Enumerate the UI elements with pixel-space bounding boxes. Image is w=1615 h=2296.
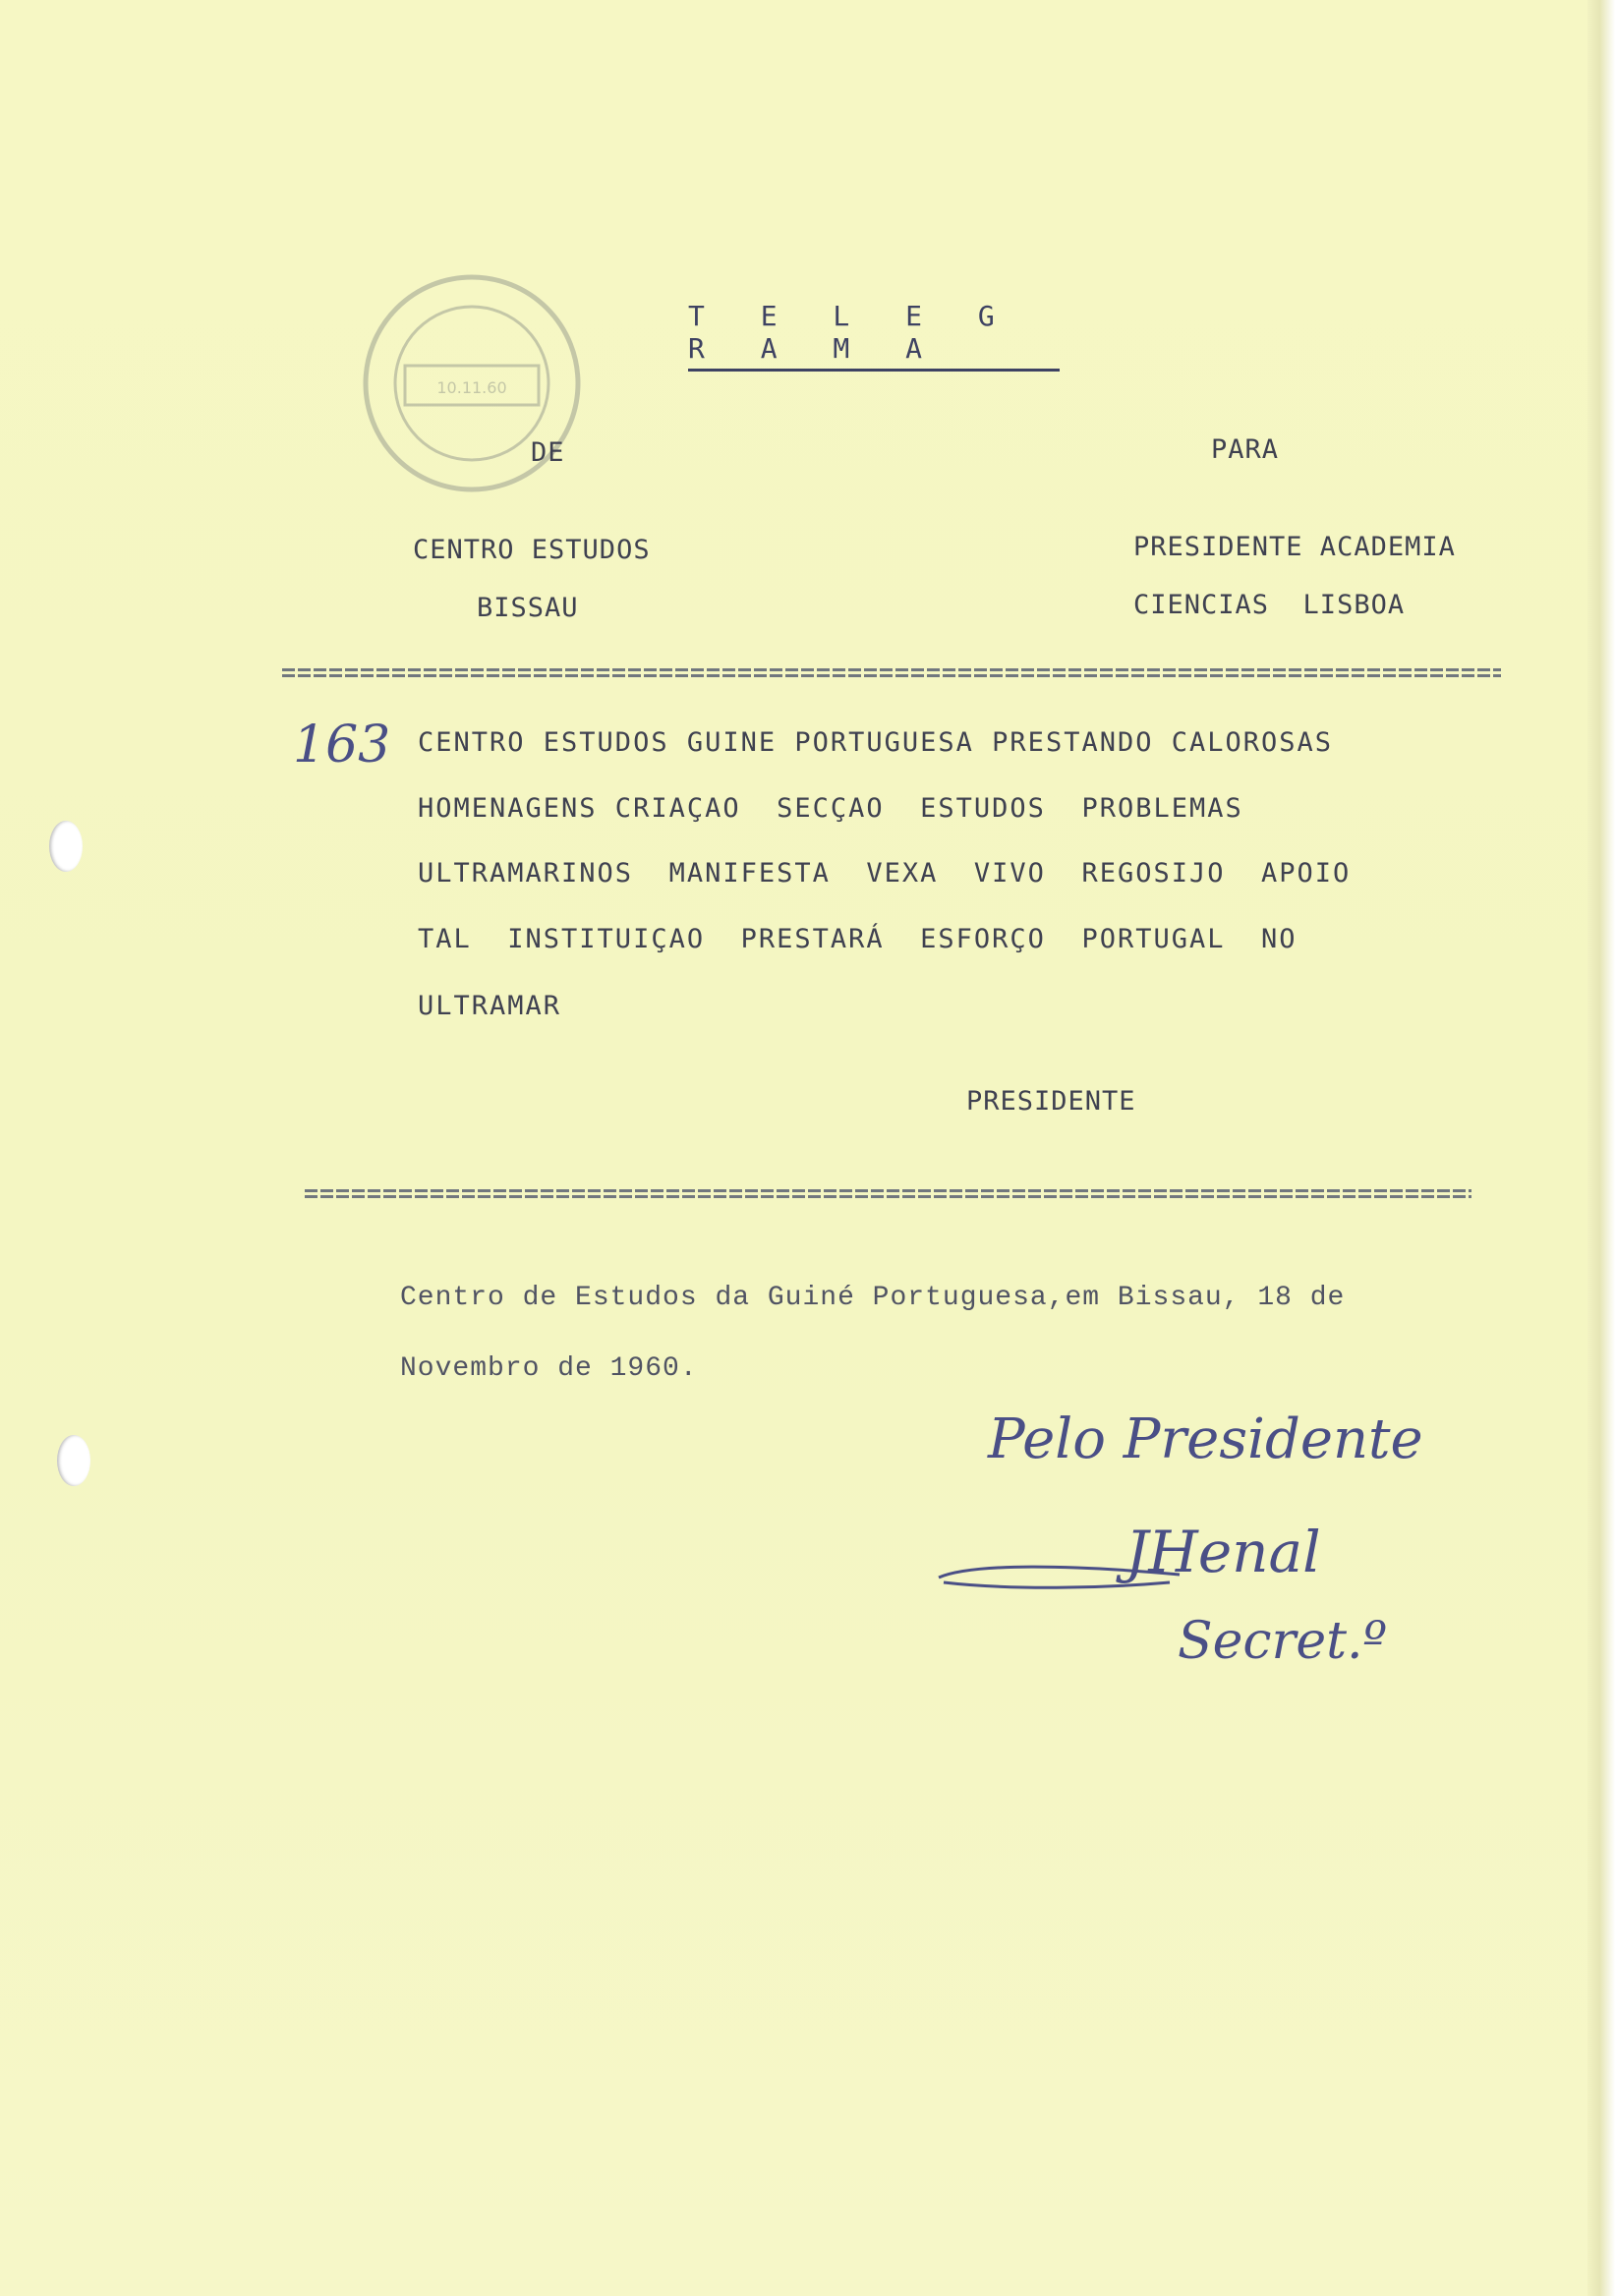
page-edge <box>1587 0 1615 2296</box>
footer-line-2: Novembro de 1960. <box>400 1353 698 1384</box>
message-line-3: ULTRAMARINOS MANIFESTA VEXA VIVO REGOSIJO APOIO <box>418 858 1352 889</box>
signature: JHenal <box>1125 1519 1321 1585</box>
recipient-line-2: CIENCIAS LISBOA <box>1133 590 1406 620</box>
sender-line-2: BISSAU <box>477 593 579 623</box>
footer-line-1: Centro de Estudos da Guiné Portuguesa,em Bissau, 18 de <box>400 1283 1346 1313</box>
signature-flourish <box>934 1553 1189 1602</box>
sender-line-1: CENTRO ESTUDOS <box>413 535 651 565</box>
telegram-title: T E L E G R A M A <box>688 300 1060 372</box>
svg-text:10.11.60: 10.11.60 <box>436 378 507 397</box>
message-line-1: CENTRO ESTUDOS GUINE PORTUGUESA PRESTANDO CALOROSAS <box>418 727 1334 758</box>
punch-hole-bottom <box>57 1435 90 1486</box>
message-line-5: ULTRAMAR <box>418 991 562 1021</box>
recipient-line-1: PRESIDENTE ACADEMIA <box>1133 532 1456 562</box>
message-line-2: HOMENAGENS CRIAÇAO SECÇAO ESTUDOS PROBLEMAS <box>418 793 1243 824</box>
handwritten-pelo-presidente: Pelo Presidente <box>988 1407 1423 1471</box>
message-number: 163 <box>293 716 391 775</box>
message-line-4: TAL INSTITUIÇAO PRESTARÁ ESFORÇO PORTUGAL NO <box>418 924 1298 954</box>
handwritten-secretario: Secret.º <box>1178 1612 1388 1671</box>
to-label: PARA <box>1211 434 1280 465</box>
separator-bottom <box>305 1189 1471 1203</box>
office-stamp <box>334 265 609 501</box>
separator-top <box>282 668 1501 682</box>
from-label: DE <box>531 437 565 468</box>
closing-presidente: PRESIDENTE <box>966 1086 1136 1117</box>
punch-hole-top <box>49 821 83 872</box>
